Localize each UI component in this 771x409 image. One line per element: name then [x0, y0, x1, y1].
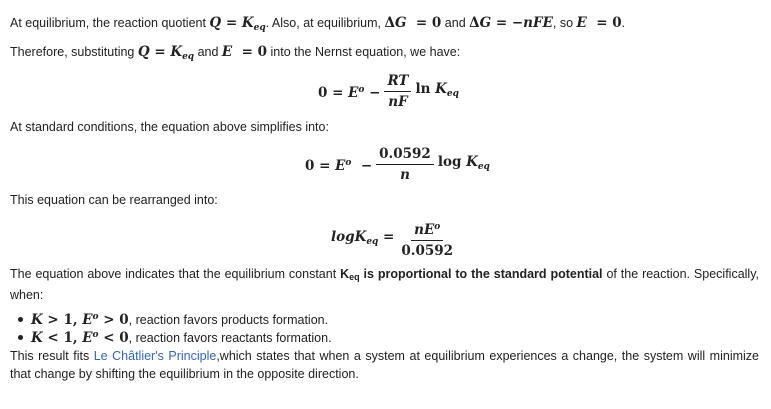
paragraph-le-chatelier: This result fits Le Châtlier's Principle,which states that when a system at equilibrium experiences a change, the system will minimize that change by shifting the equilibrium in the opposite direction.	[10, 349, 759, 381]
equation-log-keq: logK$_{eq}$ = $\frac{nE^o}{0.0592}$	[331, 218, 460, 260]
paragraph-standard-conditions: At standard conditions, the equation above simplifies into:	[10, 120, 329, 134]
fraction-0592-n: $\frac{0.0592}{n}$	[376, 145, 434, 184]
paragraph-rearranged: This equation can be rearranged into:	[10, 193, 218, 207]
math-e-zero-2: E = 0	[221, 44, 268, 60]
equation-nernst: $0 = E^o$ − $\frac{RT}{nF}$ $\ln K_{eq}$	[318, 73, 459, 110]
paragraph-equilibrium: At equilibrium, the reaction quotient $Q = K_{eq}$. Also, at equilibrium, ΔG = 0 and ΔG = −nFE, so E = 0.	[10, 15, 626, 33]
equation-simplified: $0 = E^o$ − $\frac{0.0592}{n}$ $\log K_{eq}$	[305, 146, 490, 183]
math-q-eq-keq: $Q = K_{eq}$	[209, 15, 266, 33]
list-item: K > 1, $E^o > 0$, reaction favors products formation.	[18, 308, 328, 329]
paragraph-proportional: The equation above indicates that the equilibrium constant Keq is proportional to the standard potential of the reaction. Specifically, when:	[10, 267, 759, 302]
bullet-icon	[18, 335, 23, 340]
math-delta-g-nfe: ΔG = −nFE	[469, 15, 553, 31]
fraction-ne-0592: $\frac{nE^o}{0.0592}$	[398, 218, 456, 260]
list-item: K < 1, $E^o < 0$, reaction favors reactants formation.	[18, 326, 332, 347]
fraction-rt-nf: $\frac{RT}{nF}$	[384, 72, 411, 111]
math-e-zero: E = 0	[576, 15, 622, 31]
paragraph-substituting: Therefore, substituting $Q = K_{eq}$ and E = 0 into the Nernst equation, we have:	[10, 44, 461, 62]
bullet-icon	[18, 317, 23, 322]
math-delta-g-zero: ΔG = 0	[384, 15, 442, 31]
le-chatelier-link[interactable]: Le Châtlier's Principle	[93, 349, 217, 363]
math-q-keq: $Q = K_{eq}$	[137, 44, 195, 62]
